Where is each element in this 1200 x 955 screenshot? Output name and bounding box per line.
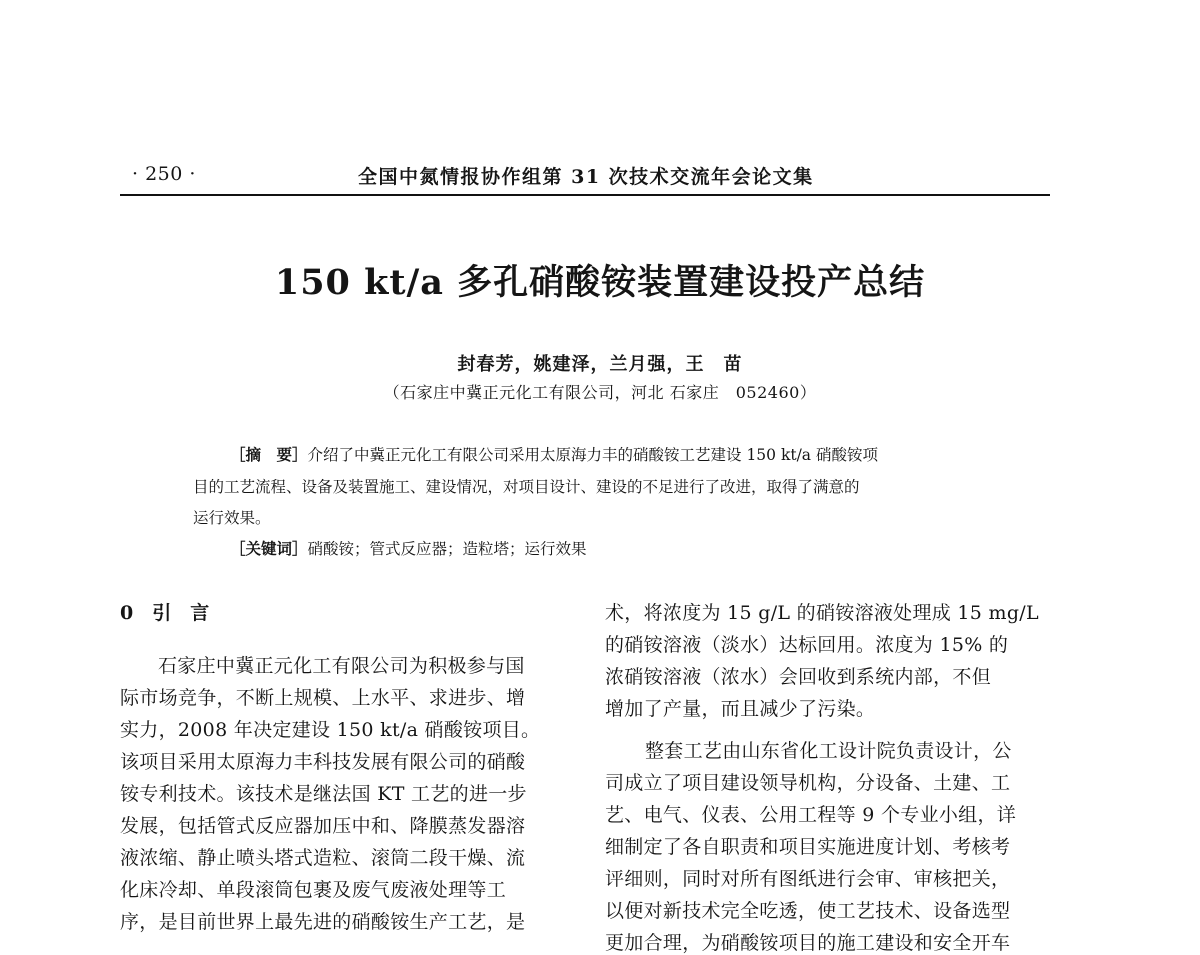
body-line: 司成立了项目建设领导机构，分设备、土建、工	[605, 772, 1011, 794]
body-line: 际市场竞争，不断上规模、上水平、求进步、增	[120, 687, 526, 709]
body-line: 增加了产量，而且减少了污染。	[605, 698, 876, 720]
body-line: 发展，包括管式反应器加压中和、降膜蒸发器溶	[120, 815, 526, 837]
body-line: 评细则，同时对所有图纸进行会审、审核把关，	[605, 868, 1011, 890]
body-line: 该项目采用太原海力丰科技发展有限公司的硝酸	[120, 751, 526, 773]
keywords-text: 硝酸铵；管式反应器；造粒塔；运行效果	[307, 540, 587, 558]
keywords-label: ［关键词］	[230, 539, 308, 558]
body-line: 石家庄中冀正元化工有限公司为积极参与国	[158, 655, 525, 677]
abstract-line: 运行效果。	[193, 509, 271, 527]
body-line: 铵专利技术。该技术是继法国 KT 工艺的进一步	[120, 783, 527, 805]
body-line: 整套工艺由山东省化工设计院负责设计，公	[645, 740, 1012, 762]
body-line: 化床冷却、单段滚筒包裹及废气废液处理等工	[120, 879, 507, 901]
body-line: 实力，2008 年决定建设 150 kt/a 硝酸铵项目。	[120, 719, 541, 741]
page-number: · 250 ·	[132, 163, 196, 185]
body-line: 序，是目前世界上最先进的硝酸铵生产工艺，是	[120, 911, 526, 933]
abstract-line: 目的工艺流程、设备及装置施工、建设情况，对项目设计、建设的不足进行了改进，取得了满意的	[193, 478, 860, 496]
running-header: 全国中氮情报协作组第 31 次技术交流年会论文集	[358, 166, 814, 188]
body-line: 术，将浓度为 15 g/L 的硝铵溶液处理成 15 mg/L	[605, 602, 1039, 624]
paper-title: 150 kt/a 多孔硝酸铵装置建设投产总结	[274, 262, 926, 303]
authors: 封春芳，姚建泽，兰月强，王 苗	[457, 354, 743, 375]
abstract-text: 介绍了中冀正元化工有限公司采用太原海力丰的硝酸铵工艺建设 150 kt/a 硝酸铵项	[307, 446, 878, 464]
body-line: 浓硝铵溶液（浓水）会回收到系统内部，不但	[605, 666, 992, 688]
abstract-label: ［摘 要］	[230, 445, 308, 464]
header-rule	[120, 194, 1050, 196]
body-line: 更加合理，为硝酸铵项目的施工建设和安全开车	[605, 932, 1011, 954]
affiliation: （石家庄中冀正元化工有限公司，河北 石家庄 052460）	[383, 383, 817, 402]
keywords-line	[230, 537, 587, 559]
body-line: 以便对新技术完全吃透，使工艺技术、设备选型	[605, 900, 1011, 922]
body-line: 液浓缩、静止喷头塔式造粒、滚筒二段干燥、流	[120, 847, 526, 869]
abstract-line	[230, 443, 878, 465]
body-line: 的硝铵溶液（淡水）达标回用。浓度为 15% 的	[605, 634, 1009, 656]
section-heading: 0 引 言	[120, 602, 210, 624]
body-line: 细制定了各自职责和项目实施进度计划、考核考	[605, 836, 1011, 858]
body-line: 艺、电气、仪表、公用工程等 9 个专业小组，详	[605, 804, 1017, 826]
